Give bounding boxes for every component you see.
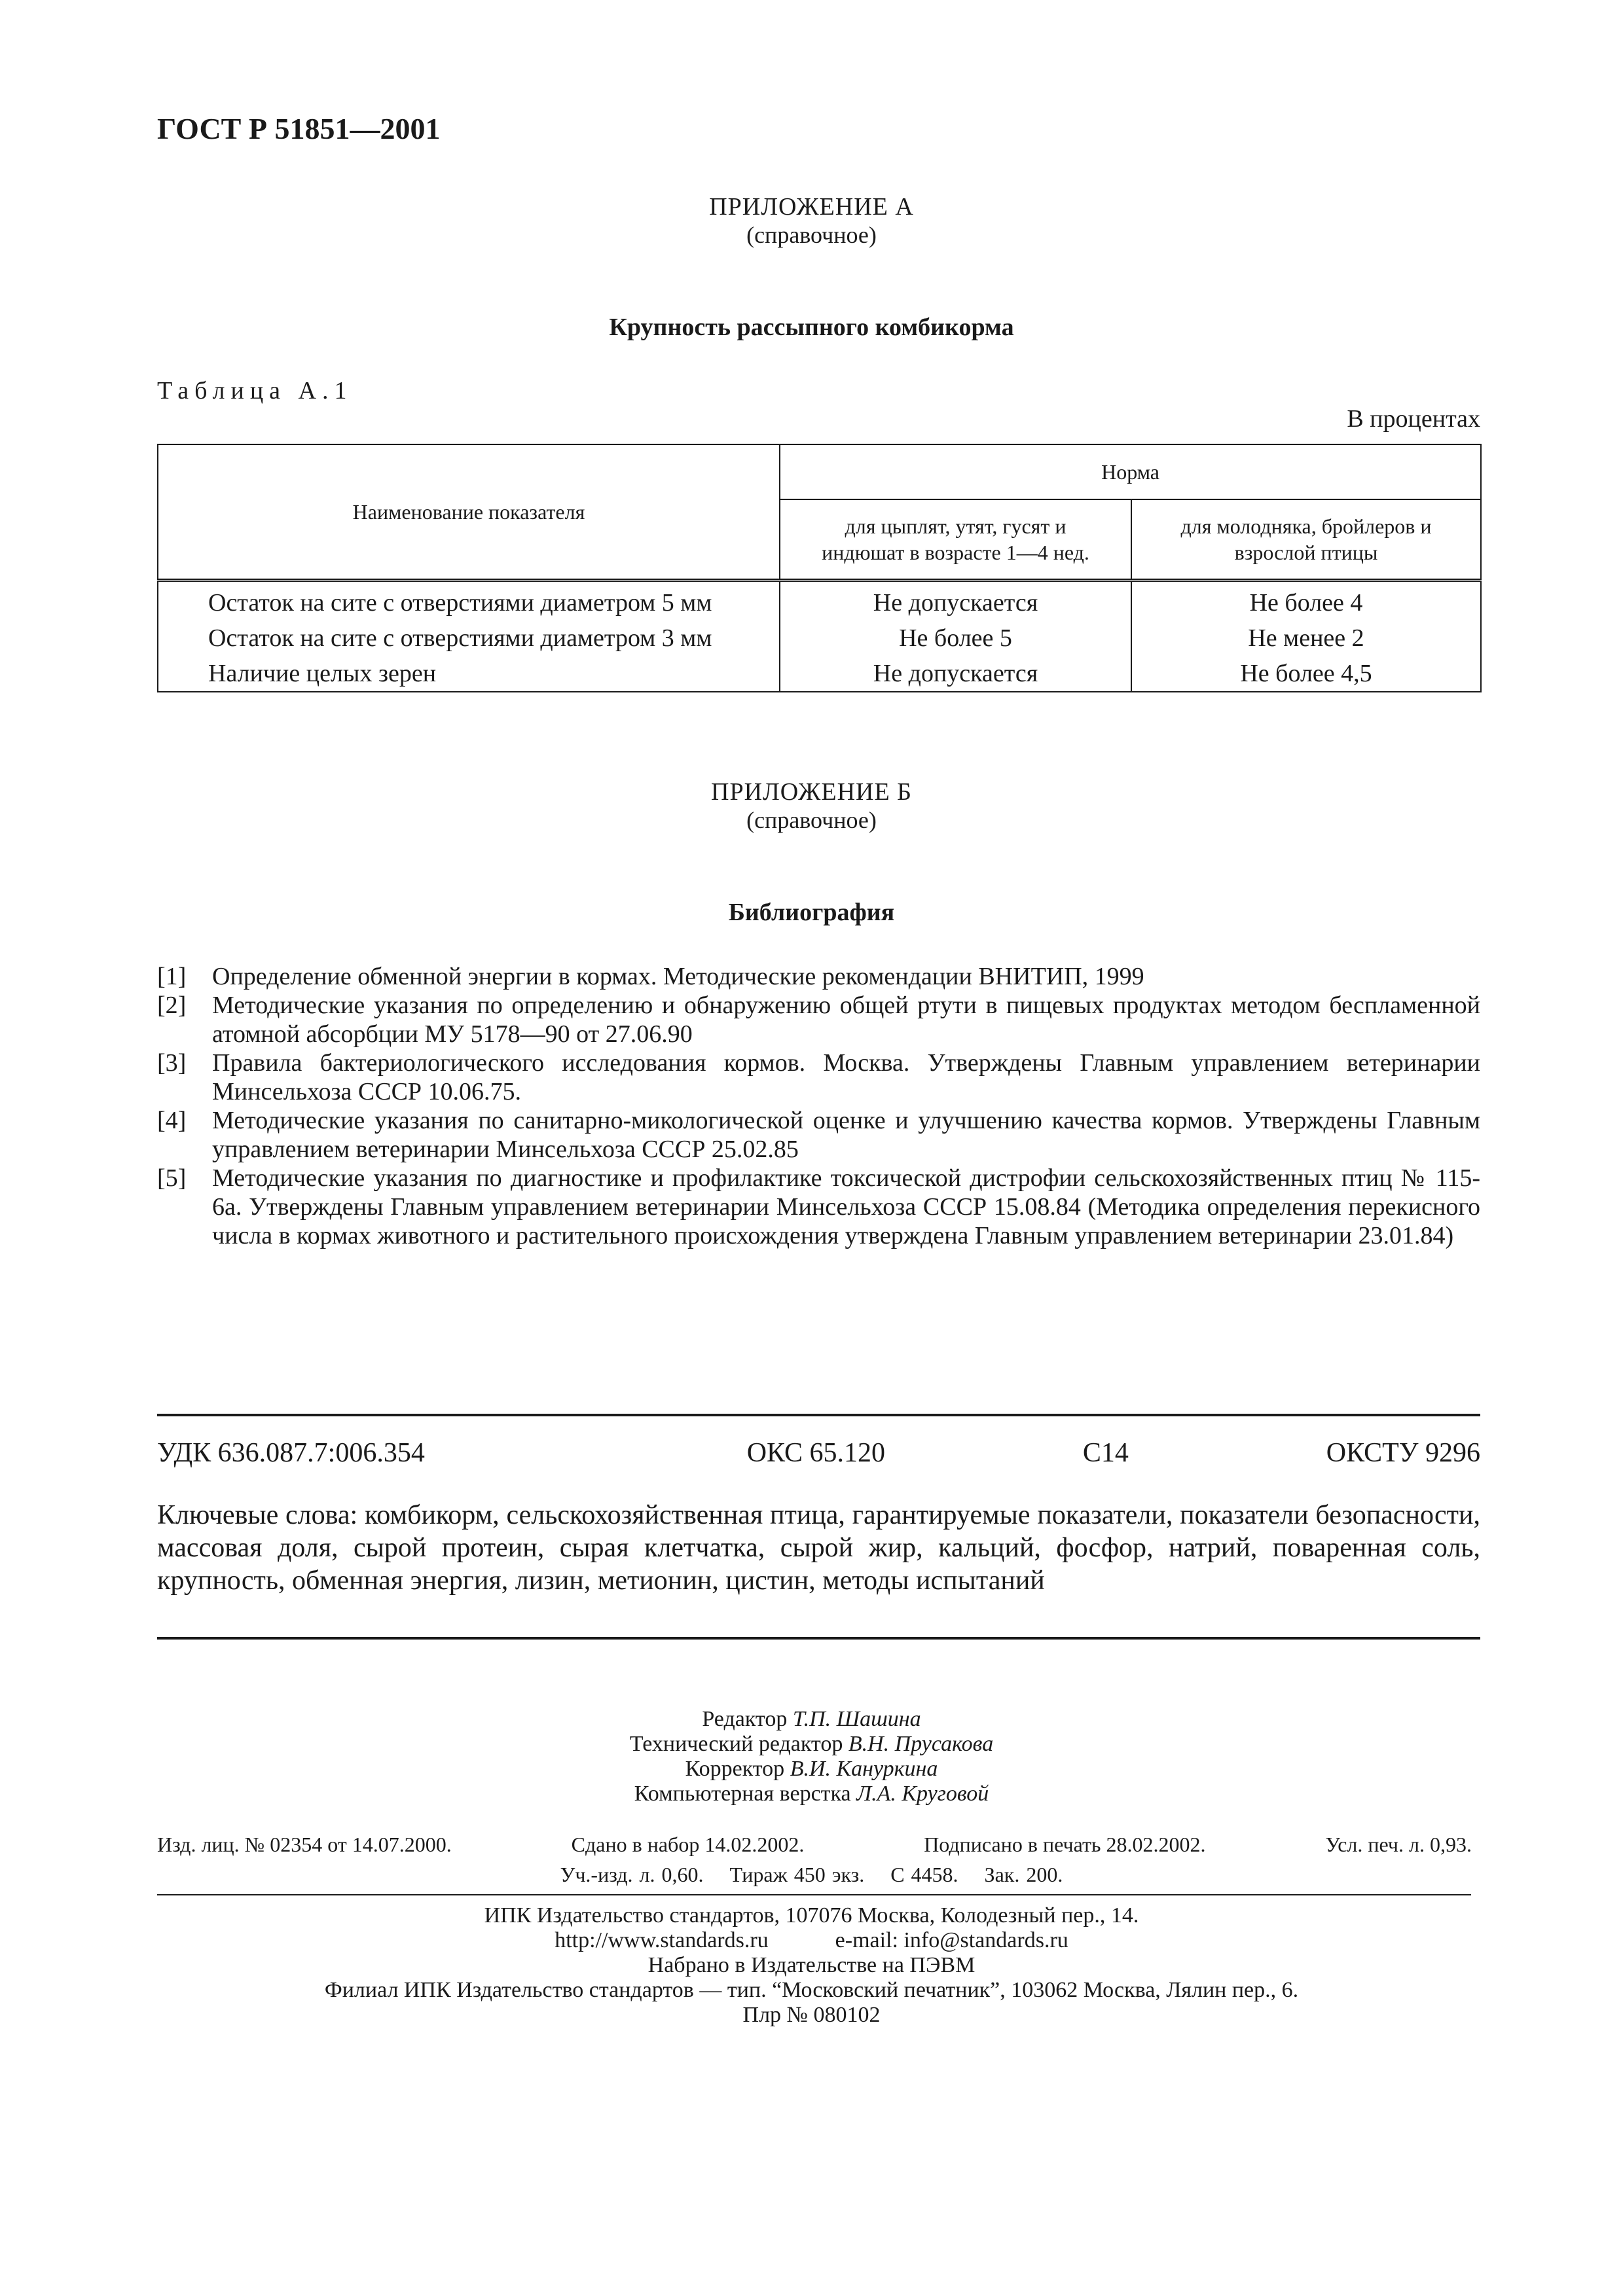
row-value-adult: Не более 4: [1249, 589, 1363, 617]
publication-line-2: [0, 1863, 1623, 1887]
credit-tech-editor: [0, 1732, 1623, 1757]
header-indicator-name: Наименование показателя: [158, 444, 780, 581]
row-name: Остаток на сите с отверстиями диаметром 5 мм: [158, 581, 780, 621]
bib-text: Правила бактериологического исследования кормов. Москва. Утверждены Главным управлением ветеринарии Минсельхоза СССР 10.06.75.: [212, 1049, 1480, 1105]
print-sheets: Усл. печ. л. 0,93.: [1325, 1833, 1472, 1856]
credit-corrector: [0, 1757, 1623, 1782]
header-young-birds: [780, 499, 1131, 581]
publication-line-1: [157, 1833, 1480, 1857]
pub-sheets: Уч.-изд. л. 0,60.: [560, 1863, 704, 1886]
credit-label: Компьютерная верстка: [634, 1782, 851, 1806]
credit-label: Редактор: [702, 1707, 788, 1731]
appendix-a-note: (справочное): [746, 222, 877, 248]
credit-layout: [0, 1782, 1623, 1806]
keywords: Ключевые слова: комбикорм, сельскохозяйственная птица, гарантируемые показатели, показатели безопасности, массовая доля, сырой протеин, сырая клетчатка, сырой жир, кальций, фосфор, натрий, поваренная соль, крупность, обменная энергия, лизин, метионин, цистин, методы испытаний: [157, 1500, 1480, 1596]
credit-label: Технический редактор: [629, 1732, 843, 1756]
row-value-adult: Не более 4,5: [1240, 660, 1372, 687]
header-adult-birds-line1: для молодняка, бройлеров и: [1180, 514, 1432, 538]
publisher-website: http://www.standards.ru: [555, 1928, 769, 1952]
list-item: [157, 991, 1480, 1049]
oks-code: ОКС 65.120: [746, 1438, 886, 1468]
okstu-code: ОКСТУ 9296: [1326, 1438, 1480, 1468]
appendix-b-title: ПРИЛОЖЕНИЕ Б: [711, 778, 912, 806]
header-young-birds-line1: для цыплят, утят, гусят и: [845, 514, 1067, 538]
signed-date: Подписано в печать 28.02.2002.: [924, 1833, 1206, 1856]
typeset-date: Сдано в набор 14.02.2002.: [571, 1833, 805, 1856]
bibliography-title: Библиография: [728, 899, 895, 926]
credits: [0, 1707, 1623, 1806]
udk-code: УДК 636.087.7:006.354: [157, 1438, 425, 1468]
row-value-adult: Не менее 2: [1248, 624, 1364, 652]
divider: [157, 1637, 1480, 1640]
credit-person: В.И. Кануркина: [790, 1757, 938, 1781]
table-row: [158, 620, 1481, 656]
bib-number: [3]: [157, 1049, 187, 1077]
circulation: Тираж 450 экз.: [729, 1863, 865, 1886]
publisher-email: e-mail: info@standards.ru: [835, 1928, 1068, 1952]
bib-number: [5]: [157, 1164, 187, 1192]
publisher-info: [0, 1903, 1623, 2028]
bib-text: Методические указания по определению и обнаружению общей ртути в пищевых продуктах методом беспламенной атомной абсорбции МУ 5178—90 от 27.06.90: [212, 992, 1480, 1048]
appendix-a-section-title: Крупность рассыпного комбикорма: [609, 314, 1014, 341]
bib-text: Определение обменной энергии в кормах. Методические рекомендации ВНИТИП, 1999: [212, 963, 1144, 990]
credit-editor: [0, 1707, 1623, 1732]
row-name: Наличие целых зерен: [158, 656, 780, 692]
header-adult-birds-line2: взрослой птицы: [1234, 541, 1378, 564]
publisher-contacts: [0, 1928, 1623, 1953]
credit-person: Т.П. Шашина: [792, 1707, 921, 1731]
credit-person: Л.А. Круговой: [856, 1782, 989, 1806]
group-code: С14: [1082, 1438, 1129, 1468]
plr-number: Плр № 080102: [742, 2003, 881, 2027]
typeset-note: Набрано в Издательстве на ПЭВМ: [647, 1953, 976, 1977]
table-units: В процентах: [1347, 405, 1480, 433]
order-number: Зак. 200.: [984, 1863, 1063, 1886]
bib-number: [2]: [157, 992, 187, 1019]
row-name: Остаток на сите с отверстиями диаметром 3 мм: [158, 620, 780, 656]
header-young-birds-line2: индюшат в возрасте 1—4 нед.: [822, 541, 1089, 564]
row-value-young: Не более 5: [780, 620, 1131, 656]
divider: [157, 1414, 1480, 1416]
bib-number: [1]: [157, 963, 187, 990]
table-row: [158, 581, 1481, 621]
classification-codes: [157, 1437, 1480, 1469]
bib-number: [4]: [157, 1107, 187, 1134]
divider: [157, 1894, 1471, 1895]
c-number: С 4458.: [890, 1863, 958, 1886]
credit-person: В.Н. Прусакова: [848, 1732, 994, 1756]
bib-text: Методические указания по диагностике и профилактике токсической дистрофии сельскохозяйственных птиц № 115-6а. Утверждены Главным управлением ветеринарии Минсельхоза СССР 15.08.84 (Методика определения перекисного числа в кормах животного и растительного происхождения утверждена Главным управлением ветеринарии 23.01.84): [212, 1164, 1480, 1249]
table-row: [158, 656, 1481, 692]
list-item: [157, 1049, 1480, 1106]
appendix-a-title: ПРИЛОЖЕНИЕ А: [709, 193, 914, 221]
printing-house: Филиал ИПК Издательство стандартов — тип. “Московский печатник”, 103062 Москва, Лялин пер., 6.: [324, 1978, 1299, 2002]
list-item: [157, 1164, 1480, 1250]
license: Изд. лиц. № 02354 от 14.07.2000.: [157, 1833, 452, 1856]
header-norm: Норма: [780, 444, 1481, 499]
table-caption: Таблица А.1: [157, 377, 353, 404]
credit-label: Корректор: [685, 1757, 785, 1781]
bib-text: Методические указания по санитарно-микологической оценке и улучшению качества кормов. Утверждены Главным управлением ветеринарии Минсельхоза СССР 25.02.85: [212, 1107, 1480, 1163]
header-adult-birds: [1131, 499, 1481, 581]
fineness-table: [157, 444, 1482, 692]
publisher-address: ИПК Издательство стандартов, 107076 Москва, Колодезный пер., 14.: [484, 1903, 1139, 1928]
row-value-young: Не допускается: [780, 656, 1131, 692]
bibliography-list: [157, 962, 1480, 1250]
list-item: [157, 1106, 1480, 1164]
document-number: ГОСТ Р 51851—2001: [157, 112, 441, 145]
row-value-young: Не допускается: [780, 581, 1131, 621]
appendix-b-note: (справочное): [746, 807, 877, 833]
list-item: [157, 962, 1480, 991]
